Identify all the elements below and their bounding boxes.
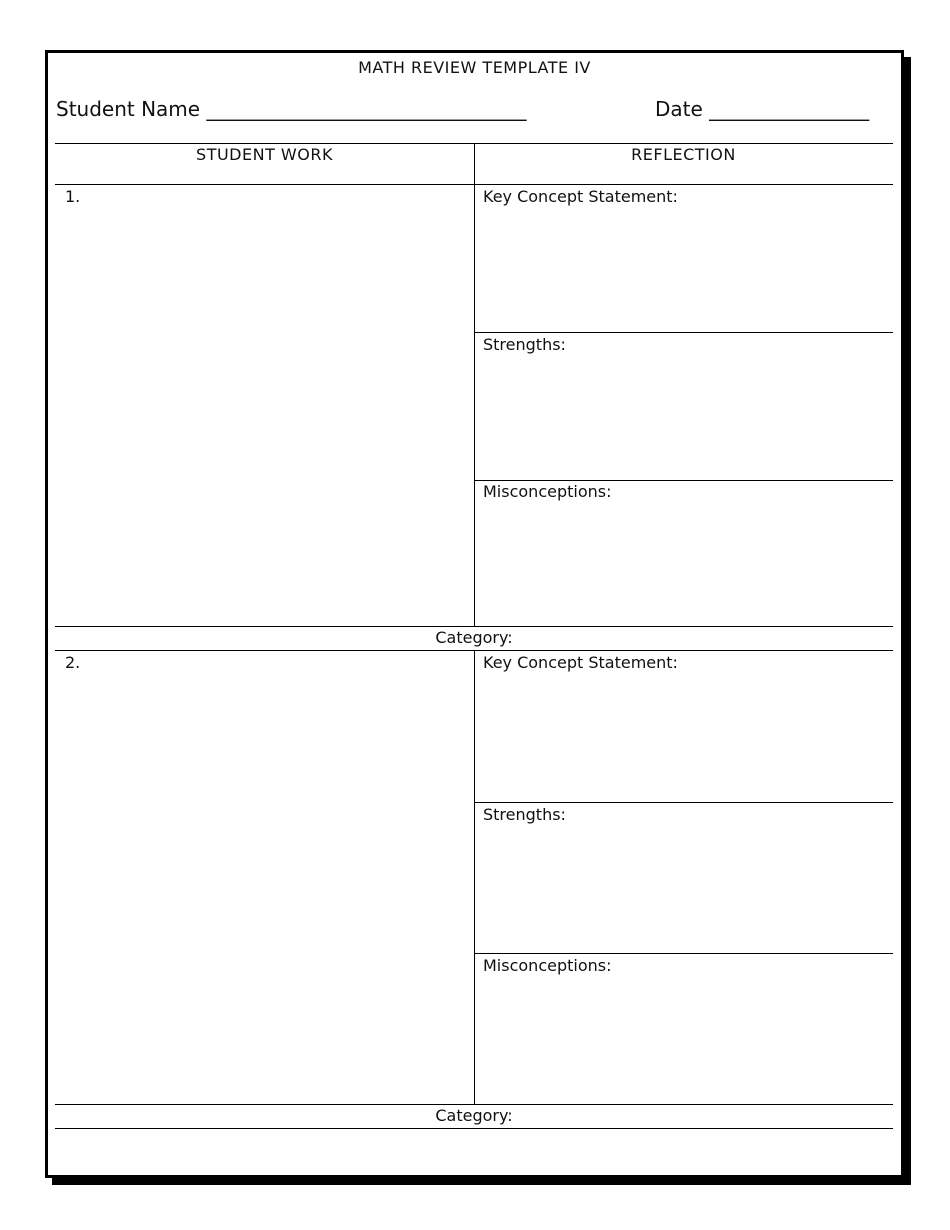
column-divider <box>474 143 475 627</box>
date-field[interactable]: Date ________________ <box>655 97 870 121</box>
strengths-label: Strengths: <box>483 335 566 354</box>
category-label: Category: <box>435 628 513 647</box>
column-divider <box>474 650 475 1105</box>
category-label: Category: <box>435 1106 513 1125</box>
reflection-divider <box>474 480 893 481</box>
student-work-header: STUDENT WORK <box>196 145 333 164</box>
student-name-field[interactable]: Student Name ________________________________ <box>56 97 527 121</box>
reflection-divider <box>474 953 893 954</box>
strengths-label: Strengths: <box>483 805 566 824</box>
worksheet-page <box>45 50 904 1178</box>
category-top-border <box>55 626 893 627</box>
problem-number: 2. <box>65 653 81 672</box>
problem-number: 1. <box>65 187 81 206</box>
key-concept-label: Key Concept Statement: <box>483 653 678 672</box>
reflection-header: REFLECTION <box>631 145 736 164</box>
page-title: MATH REVIEW TEMPLATE IV <box>358 58 591 77</box>
reflection-divider <box>474 802 893 803</box>
reflection-divider <box>474 332 893 333</box>
category-top-border <box>55 1104 893 1105</box>
key-concept-label: Key Concept Statement: <box>483 187 678 206</box>
misconceptions-label: Misconceptions: <box>483 482 612 501</box>
misconceptions-label: Misconceptions: <box>483 956 612 975</box>
category-bottom-border <box>55 1128 893 1129</box>
